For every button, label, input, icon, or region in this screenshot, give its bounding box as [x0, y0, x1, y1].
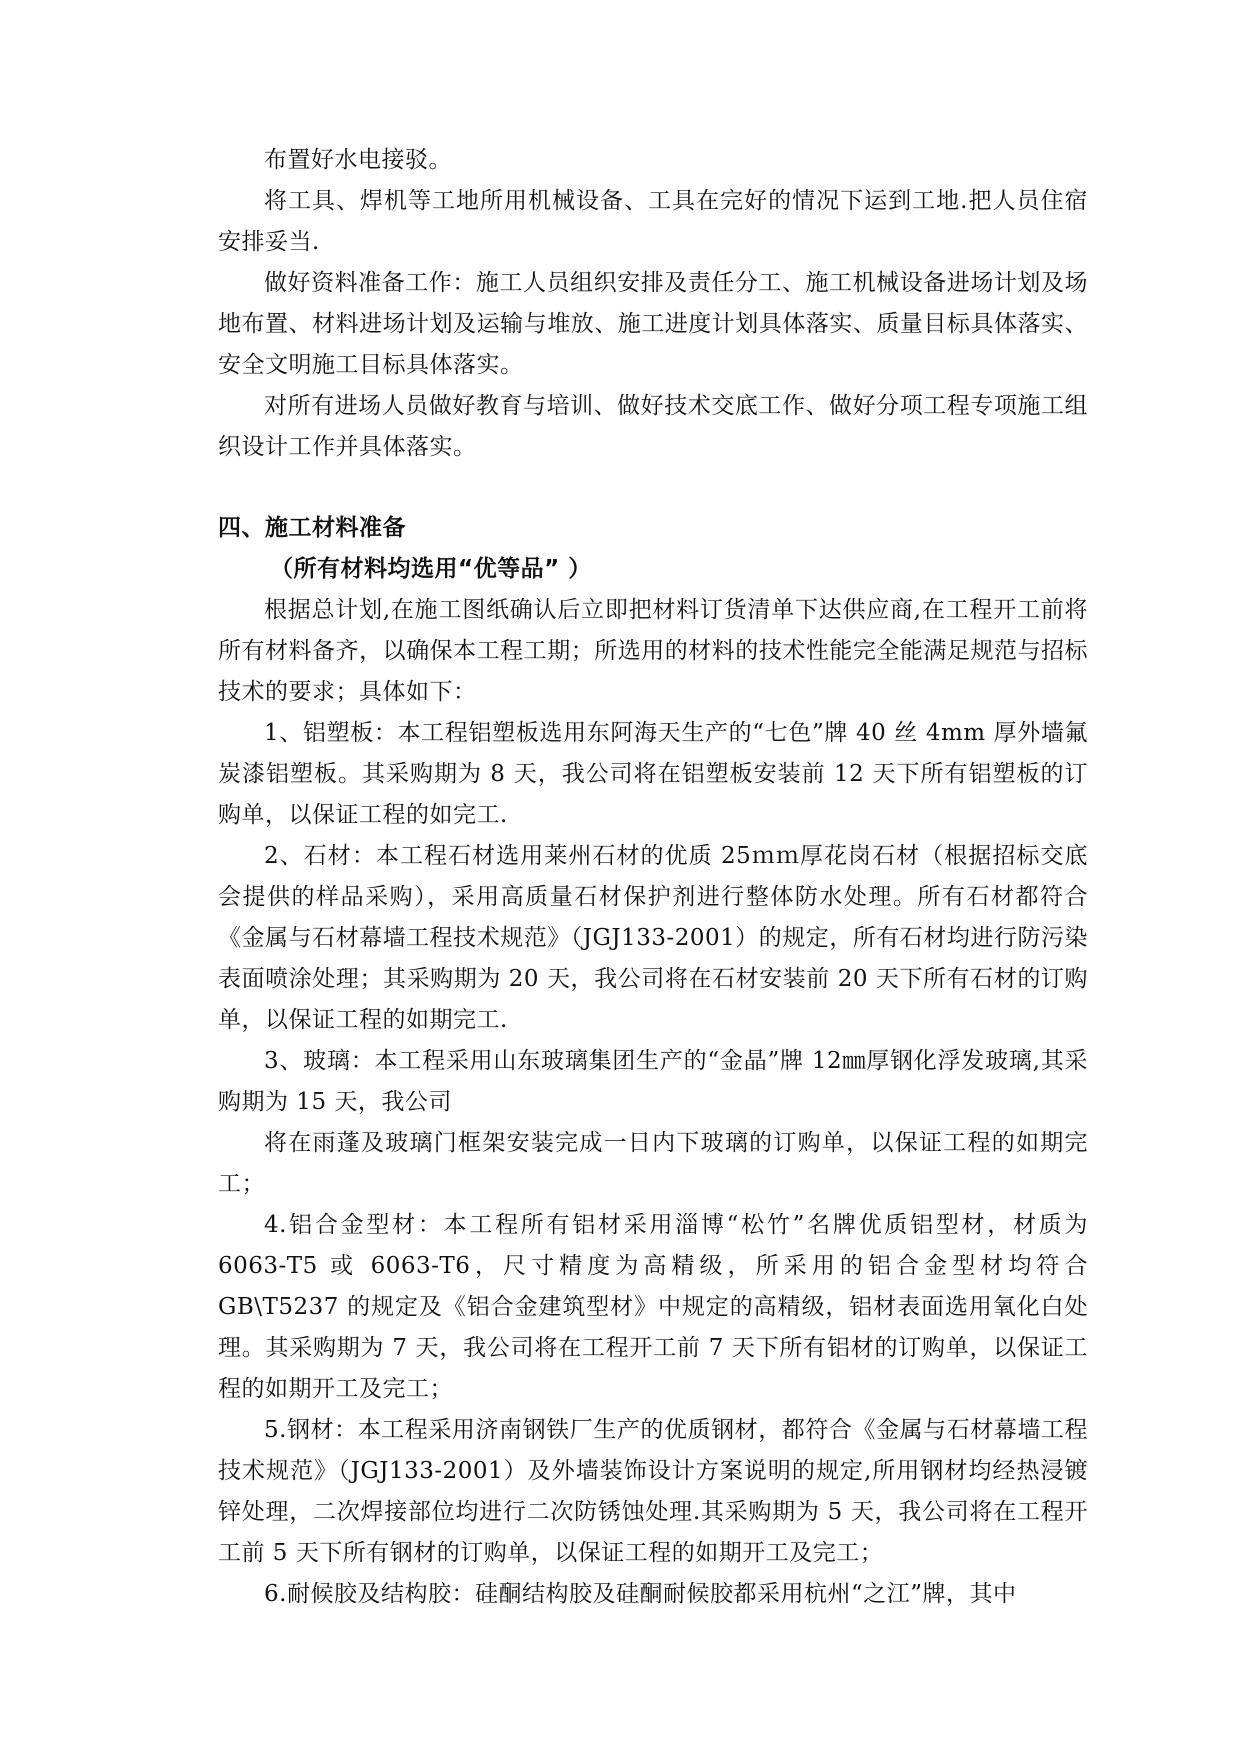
paragraph-utilities: 布置好水电接驳。	[264, 147, 452, 173]
paragraph-stone: 2、石材：本工程石材选用莱州石材的优质 25ｍｍ厚花岗石材（根据招标交底会提供的样品采购），采用高质量石材保护剂进行整体防水处理。所有石材都符合《金属与石材幕墙工程技术规范》（JGJ133-2001）的规定，所有石材均进行防污染表面喷涂处理；其采购期为 20 天，我公司将在石材安装前 20 天下所有石材的订购单，以保证工程的如期完工.	[218, 843, 1088, 1033]
paragraph-sealant: 6.耐候胶及结构胶：硅酮结构胶及硅酮耐候胶都采用杭州“之江”牌，其中	[264, 1581, 1017, 1607]
paragraph-aluminum-composite: 1、铝塑板：本工程铝塑板选用东阿海天生产的“七色”牌 40 丝 4mm 厚外墙氟炭漆铝塑板。其采购期为 8 天，我公司将在铝塑板安装前 12 天下所有铝塑板的订购单，以保证工程的如完工.	[218, 720, 1088, 828]
paragraph-documentation: 做好资料准备工作：施工人员组织安排及责任分工、施工机械设备进场计划及场地布置、材料进场计划及运输与堆放、施工进度计划具体落实、质量目标具体落实、安全文明施工目标具体落实。	[218, 270, 1088, 378]
paragraph-overall-plan: 根据总计划,在施工图纸确认后立即把材料订货清单下达供应商,在工程开工前将所有材料备齐，以确保本工程工期；所选用的材料的技术性能完全能满足规范与招标技术的要求；具体如下：	[218, 597, 1088, 705]
section-heading: 四、施工材料准备	[218, 515, 406, 541]
paragraph-aluminum-profile: 4.铝合金型材：本工程所有铝材采用淄博“松竹”名牌优质铝型材，材质为 6063-T5 或 6063-T6，尺寸精度为高精级，所采用的铝合金型材均符合 GB\T5237 的规定及《铝合金建筑型材》中规定的高精级，铝材表面选用氧化白处理。其采购期为 7 天，我公司将在工程开工前 7 天下所有铝材的订购单，以保证工程的如期开工及完工；	[218, 1212, 1088, 1402]
paragraph-training: 对所有进场人员做好教育与培训、做好技术交底工作、做好分项工程专项施工组织设计工作并具体落实。	[218, 393, 1088, 460]
paragraph-tools-transport: 将工具、焊机等工地所用机械设备、工具在完好的情况下运到工地.把人员住宿安排妥当.	[218, 188, 1088, 255]
paragraph-glass-order: 将在雨蓬及玻璃门框架安装完成一日内下玻璃的订购单，以保证工程的如期完工；	[218, 1130, 1088, 1197]
document-page	[218, 140, 1088, 1615]
section-gap	[218, 468, 1088, 508]
paragraph-glass: 3、玻璃：本工程采用山东玻璃集团生产的“金晶”牌 12㎜厚钢化浮发玻璃,其采购期为 15 天，我公司	[218, 1048, 1088, 1115]
paragraph-steel: 5.钢材：本工程采用济南钢铁厂生产的优质钢材，都符合《金属与石材幕墙工程技术规范》（JGJ133-2001）及外墙装饰设计方案说明的规定,所用钢材均经热浸镀锌处理，二次焊接部位均进行二次防锈蚀处理.其采购期为 5 天，我公司将在工程开工前 5 天下所有钢材的订购单，以保证工程的如期开工及完工；	[218, 1417, 1088, 1566]
section-subheading: （所有材料均选用“优等品” ）	[270, 556, 592, 582]
